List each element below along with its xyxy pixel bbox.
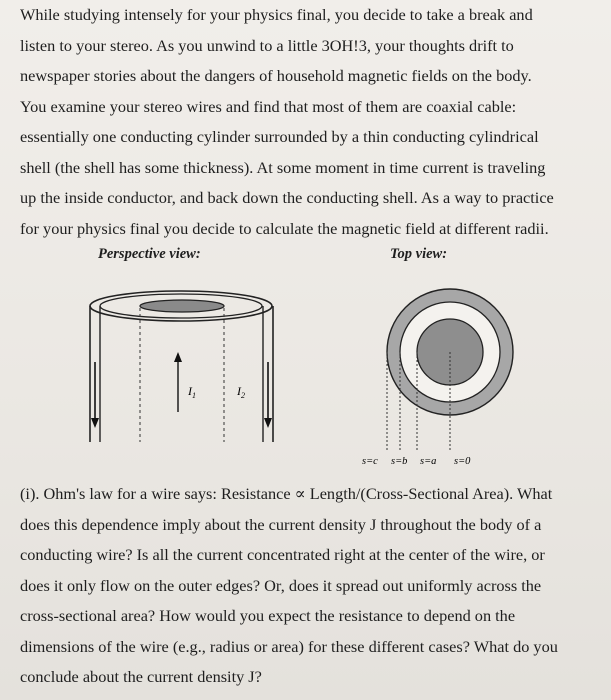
top-view-caption: Top view: [390,246,448,262]
perspective-view-caption: Perspective view: [98,246,201,262]
question-line: conclude about the current density J? [20,667,262,686]
intro-line: While studying intensely for your physics final, you decide to take a break and [20,5,533,24]
question-i [20,479,600,693]
intro-line: shell (the shell has some thickness). At some moment in time current is traveling [20,157,546,177]
radius-label-0: s=0 [454,456,471,467]
question-line: (i). Ohm's law for a wire says: Resistance ∝ Length/(Cross-Sectional Area). What [20,484,553,503]
coaxial-cable-figure [0,262,611,472]
intro-line: for your physics final you decide to calculate the magnetic field at different radii. [20,218,549,238]
radius-label-c: s=c [362,456,378,467]
perspective-view-diagram [90,291,273,442]
intro-line: up the inside conductor, and back down the conducting shell. As a way to practice [20,188,554,207]
intro-line: listen to your stereo. As you unwind to a little 3OH!3, your thoughts drift to [20,35,514,55]
problem-intro [20,0,595,244]
current-i2-label: $I_2$ [237,384,245,400]
question-line: conducting wire? Is all the current concentrated right at the center of the wire, or [20,545,545,564]
top-view-diagram [362,289,513,467]
intro-line: essentially one conducting cylinder surrounded by a thin conducting cylindrical [20,127,539,146]
question-line: does it only flow on the outer edges? Or, does it spread out uniformly across the [20,575,542,595]
current-i1-label: $I_1$ [188,384,196,400]
radius-label-b: s=b [391,456,408,467]
radius-label-a: s=a [420,456,437,467]
intro-line: You examine your stereo wires and find that most of them are coaxial cable: [20,96,517,116]
question-line: cross-sectional area? How would you expect the resistance to depend on the [20,606,516,625]
question-line: dimensions of the wire (e.g., radius or area) for these different cases? What do you [20,636,558,656]
intro-line: newspaper stories about the dangers of household magnetic fields on the body. [20,66,532,85]
question-line: does this dependence imply about the current density J throughout the body of a [20,514,542,534]
